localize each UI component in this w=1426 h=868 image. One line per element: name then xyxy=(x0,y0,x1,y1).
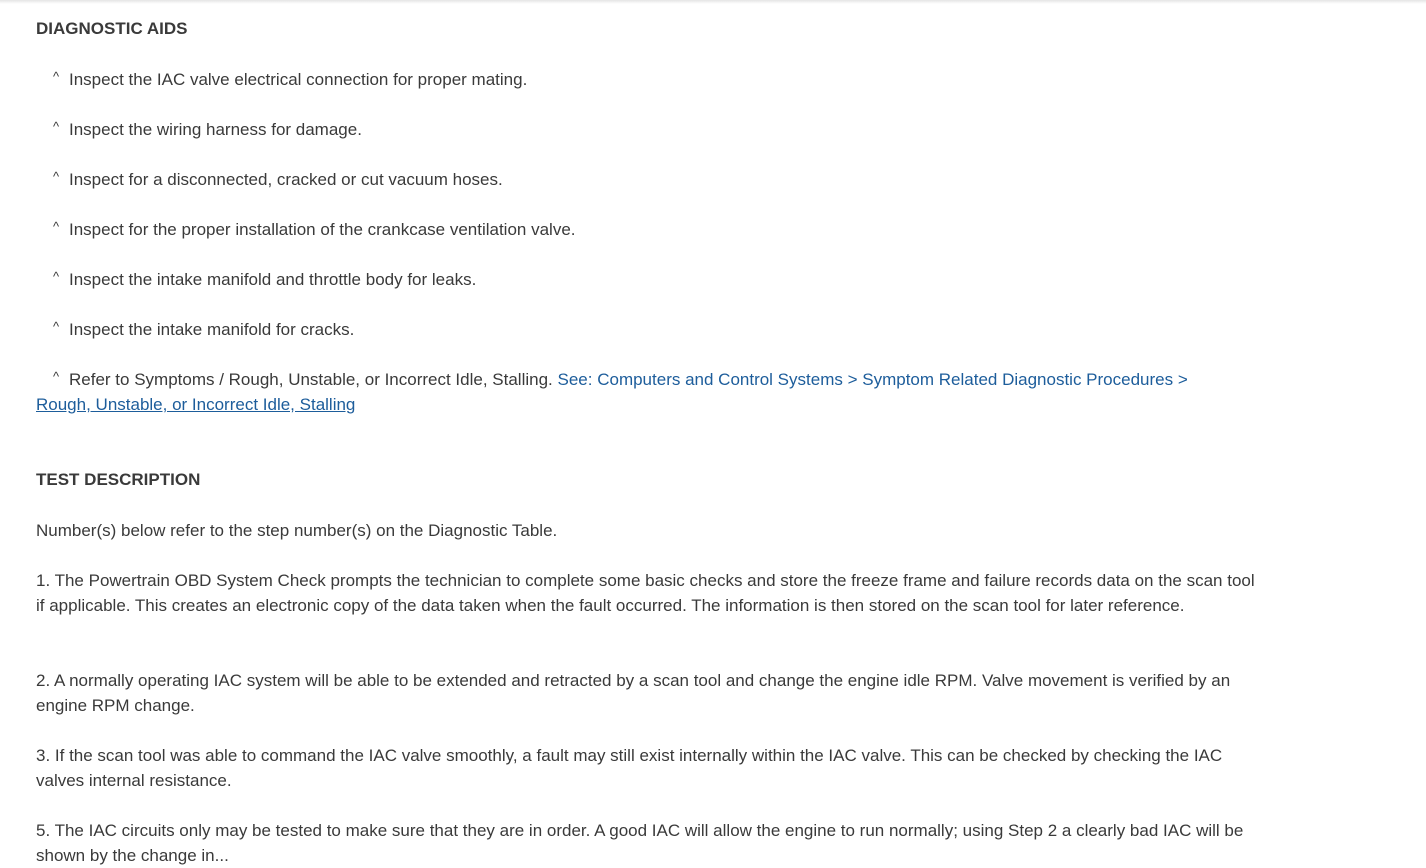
list-item xyxy=(36,67,1258,92)
list-item xyxy=(36,267,1258,292)
intro-paragraph: Number(s) below refer to the step number(s) on the Diagnostic Table. xyxy=(36,521,558,540)
step-paragraph: 2. A normally operating IAC system will be able to be extended and retracted by a scan tool and change the engine idle RPM. Valve movement is verified by an engine RPM change. xyxy=(36,671,1231,715)
caret-icon: ^ xyxy=(53,319,60,334)
step-paragraph: 3. If the scan tool was able to command the IAC valve smoothly, a fault may still exist internally within the IAC valve. This can be checked by checking the IAC valves internal resistance. xyxy=(36,746,1223,790)
caret-icon: ^ xyxy=(53,119,60,134)
list-item-refer xyxy=(36,367,1258,417)
list-item-text: Inspect the intake manifold and throttle body for leaks. xyxy=(69,270,477,289)
list-item xyxy=(36,317,1258,342)
caret-icon: ^ xyxy=(53,269,60,284)
caret-icon: ^ xyxy=(53,369,60,384)
section-heading-diagnostic-aids: DIAGNOSTIC AIDS xyxy=(36,19,188,38)
list-item-text: Inspect for the proper installation of the crankcase ventilation valve. xyxy=(69,220,576,239)
caret-icon: ^ xyxy=(53,219,60,234)
refer-text: Refer to Symptoms / Rough, Unstable, or Incorrect Idle, Stalling. xyxy=(69,370,553,389)
list-item-text: Inspect the intake manifold for cracks. xyxy=(69,320,355,339)
list-item-text: Inspect for a disconnected, cracked or cut vacuum hoses. xyxy=(69,170,503,189)
list-item xyxy=(36,167,1258,192)
step-paragraph: 1. The Powertrain OBD System Check prompts the technician to complete some basic checks and store the freeze frame and failure records data on the scan tool if applicable. This creates an electronic copy of the data taken when the fault occurred. The information is then stored on the scan tool for later reference. xyxy=(36,571,1255,615)
list-item-text: Inspect the wiring harness for damage. xyxy=(69,120,362,139)
see-link-path[interactable]: See: Computers and Control Systems > Symptom Related Diagnostic Procedures > xyxy=(557,370,1188,389)
caret-icon: ^ xyxy=(53,169,60,184)
top-shadow xyxy=(0,0,1426,4)
list-item xyxy=(36,217,1258,242)
caret-icon: ^ xyxy=(53,69,60,84)
see-link-stalling[interactable]: Rough, Unstable, or Incorrect Idle, Stalling xyxy=(36,395,356,414)
step-paragraph: 5. The IAC circuits only may be tested to make sure that they are in order. A good IAC will allow the engine to run normally; using Step 2 a clearly bad IAC will be shown by the change in... xyxy=(36,821,1244,865)
list-item-text: Inspect the IAC valve electrical connection for proper mating. xyxy=(69,70,528,89)
section-heading-test-description: TEST DESCRIPTION xyxy=(36,470,201,489)
list-item xyxy=(36,117,1258,142)
